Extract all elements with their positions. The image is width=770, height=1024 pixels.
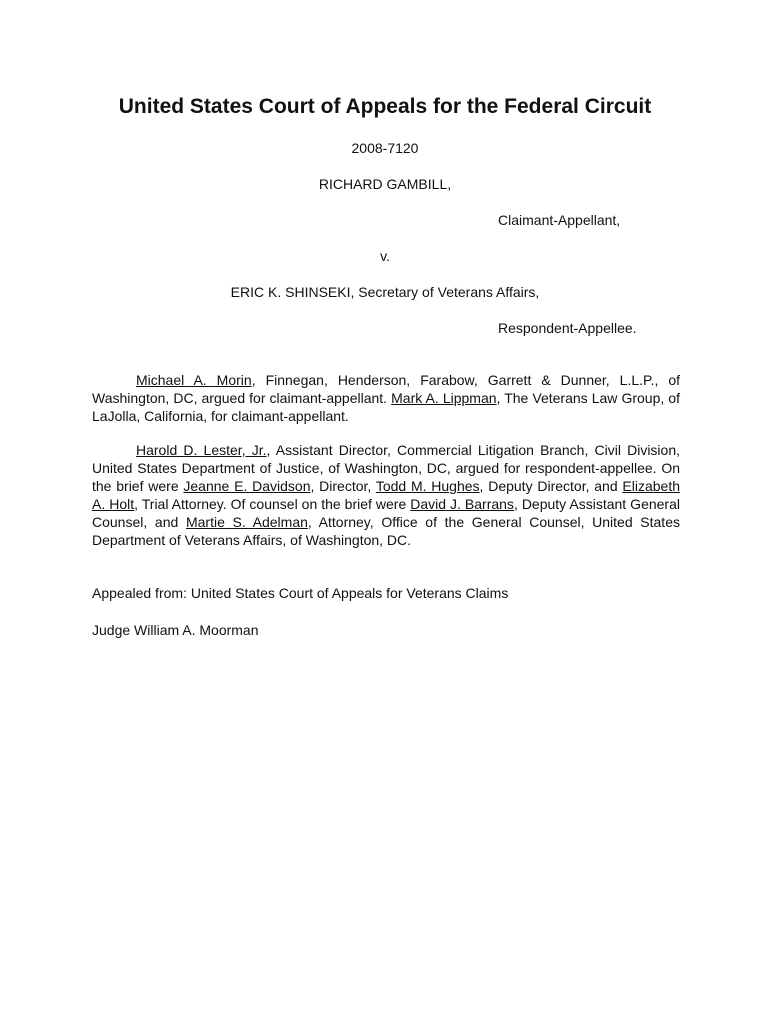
appealed-from: Appealed from: United States Court of Appeals for Veterans Claims	[92, 585, 509, 601]
judge: Judge William A. Moorman	[92, 622, 259, 638]
attorney-name: Mark A. Lippman	[391, 390, 497, 406]
counsel-text: , Director,	[310, 478, 376, 494]
appellant-role: Claimant-Appellant,	[498, 212, 621, 228]
counsel-text: , Deputy Director, and	[479, 478, 623, 494]
counsel-appellee-paragraph	[92, 441, 680, 549]
counsel-text: , Trial Attorney. Of counsel on the brief were	[134, 496, 411, 512]
attorney-name: Harold D. Lester, Jr.	[136, 442, 267, 458]
versus: v.	[380, 248, 390, 264]
attorney-name: Elizabeth A. Holt	[92, 478, 680, 512]
attorney-name: Michael A. Morin	[136, 372, 252, 388]
appellee-name: ERIC K. SHINSEKI, Secretary of Veterans Affairs,	[230, 284, 540, 300]
counsel-text: , Attorney, Office of the General Counsel, United States Department of Veterans Affairs, of Washington, DC.	[92, 514, 680, 548]
court-title: United States Court of Appeals for the Federal Circuit	[118, 95, 652, 118]
attorney-name: David J. Barrans	[410, 496, 514, 512]
attorney-name: Todd M. Hughes	[375, 478, 480, 494]
counsel-text: , Assistant Director, Commercial Litigation Branch, Civil Division, United States Department of Justice, of Washington, DC, argued for respondent-appellee. On the brief were	[92, 442, 681, 494]
appellant-name: RICHARD GAMBILL,	[318, 176, 452, 192]
docket-number: 2008-7120	[351, 140, 419, 156]
counsel-text: , Deputy Assistant General Counsel, and	[92, 496, 680, 530]
attorney-name: Jeanne E. Davidson	[183, 478, 311, 494]
counsel-text: , The Veterans Law Group, of LaJolla, California, for claimant-appellant.	[92, 390, 680, 424]
counsel-appellant-paragraph	[92, 371, 680, 425]
appellee-role: Respondent-Appellee.	[498, 320, 637, 336]
counsel-text: , Finnegan, Henderson, Farabow, Garrett & Dunner, L.L.P., of Washington, DC, argued for claimant-appellant.	[92, 372, 680, 406]
attorney-name: Martie S. Adelman	[185, 514, 308, 530]
